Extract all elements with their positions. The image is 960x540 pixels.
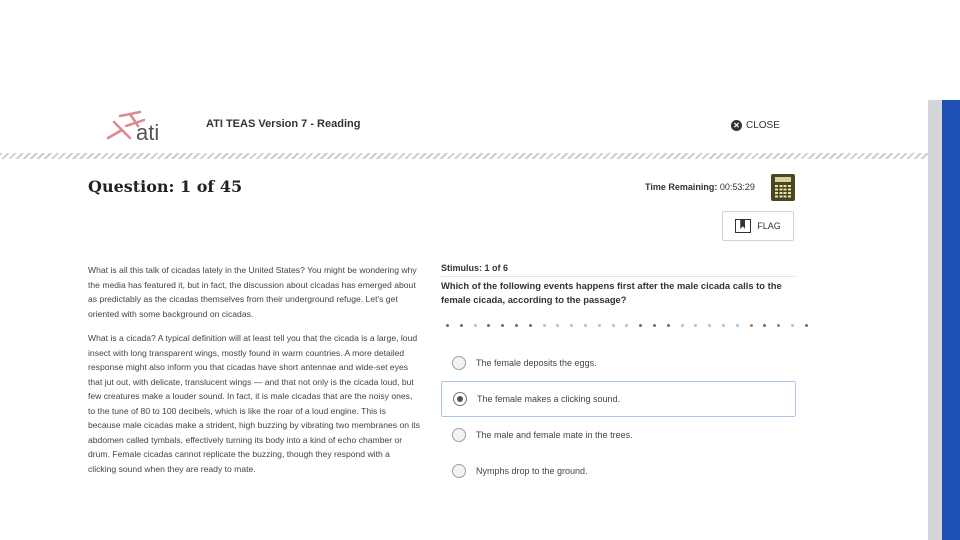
progress-dot xyxy=(570,324,573,327)
passage-paragraph: What is all this talk of cicadas lately in the United States? You might be wondering why the media has featured it, but in fact, the discussion about cicadas has emerged about as predictably as the cicadas themselves from their underground refuge. Let's get oriented with some background on cicadas. xyxy=(88,265,417,319)
time-remaining xyxy=(645,182,755,192)
reading-passage xyxy=(88,263,420,486)
answer-label: The male and female mate in the trees. xyxy=(476,430,633,440)
radio-button[interactable] xyxy=(452,464,466,478)
progress-dot xyxy=(777,324,780,327)
progress-dot xyxy=(543,324,546,327)
progress-dot xyxy=(515,324,518,327)
bookmark-icon xyxy=(735,219,751,233)
progress-dot xyxy=(708,324,711,327)
calculator-icon[interactable] xyxy=(771,174,795,201)
progress-dot xyxy=(639,324,642,327)
progress-dot xyxy=(667,324,670,327)
progress-dot xyxy=(625,324,628,327)
progress-dot xyxy=(722,324,725,327)
calculator-keys xyxy=(775,185,791,198)
question-prompt: Which of the following events happens first after the male cicada calls to the female cicada, according to the passage? xyxy=(441,280,782,305)
answer-option-3[interactable] xyxy=(441,417,796,453)
progress-dot xyxy=(612,324,615,327)
radio-button[interactable] xyxy=(452,356,466,370)
answer-label: The female deposits the eggs. xyxy=(476,358,597,368)
progress-dot xyxy=(460,324,463,327)
stimulus-label: Stimulus: 1 of 6 xyxy=(441,263,509,273)
progress-dot xyxy=(598,324,601,327)
progress-dot xyxy=(694,324,697,327)
progress-dot xyxy=(487,324,490,327)
progress-dot xyxy=(556,324,559,327)
header-divider xyxy=(0,153,928,159)
question-title: Question: 1 of 45 xyxy=(88,177,243,196)
progress-dot xyxy=(791,324,794,327)
flag-button[interactable] xyxy=(722,211,794,241)
answer-option-2[interactable] xyxy=(441,381,796,417)
progress-dot xyxy=(736,324,739,327)
progress-dot xyxy=(474,324,477,327)
progress-dot xyxy=(763,324,766,327)
answer-option-1[interactable] xyxy=(441,345,796,381)
close-label: CLOSE xyxy=(746,120,780,131)
answer-option-4[interactable] xyxy=(441,453,796,489)
progress-dot xyxy=(653,324,656,327)
progress-dot xyxy=(501,324,504,327)
progress-dot xyxy=(446,324,449,327)
time-remaining-value: 00:53:29 xyxy=(719,182,755,192)
progress-dot xyxy=(584,324,587,327)
close-button[interactable] xyxy=(731,120,780,131)
calculator-screen xyxy=(775,177,791,182)
progress-dot xyxy=(529,324,532,327)
progress-dot xyxy=(805,324,808,327)
progress-dot xyxy=(750,324,753,327)
radio-button-selected[interactable] xyxy=(453,392,467,406)
flag-label: FLAG xyxy=(757,221,781,231)
stimulus-divider xyxy=(441,276,795,277)
app-title: ATI TEAS Version 7 - Reading xyxy=(206,118,361,130)
answer-label: Nymphs drop to the ground. xyxy=(476,466,588,476)
passage-paragraph: What is a cicada? A typical definition will at least tell you that the cicada is a large, loud insect with long transparent wings, mostly found in warm countries. A more detailed response might also inform you that cicadas have short antennae and wide-set eyes that jut out, with delicate, translucent wings — and that not only is the cicada loud, but few creatures make a louder sound. In fact, it is male cicadas that are the noisy ones, to the tune of 80 to 100 decibels, which is like the roar of a loud engine. This is because male cicadas make a strident, high buzzing by vibrating two membranes on its abdomen called tymbals, effectively turning its body into a kind of echo chamber or drum. Female cicadas cannot replicate the buzzing, though they respond with a clicking sound when they are ready to mate. xyxy=(88,333,420,474)
logo-text: ati xyxy=(136,120,160,145)
time-remaining-label: Time Remaining: xyxy=(645,182,718,192)
scrollbar[interactable] xyxy=(928,100,942,540)
progress-dot xyxy=(681,324,684,327)
progress-dots xyxy=(446,324,819,327)
close-icon: ✕ xyxy=(731,120,742,131)
answer-label: The female makes a clicking sound. xyxy=(477,394,621,404)
side-panel-edge xyxy=(942,100,960,540)
radio-button[interactable] xyxy=(452,428,466,442)
